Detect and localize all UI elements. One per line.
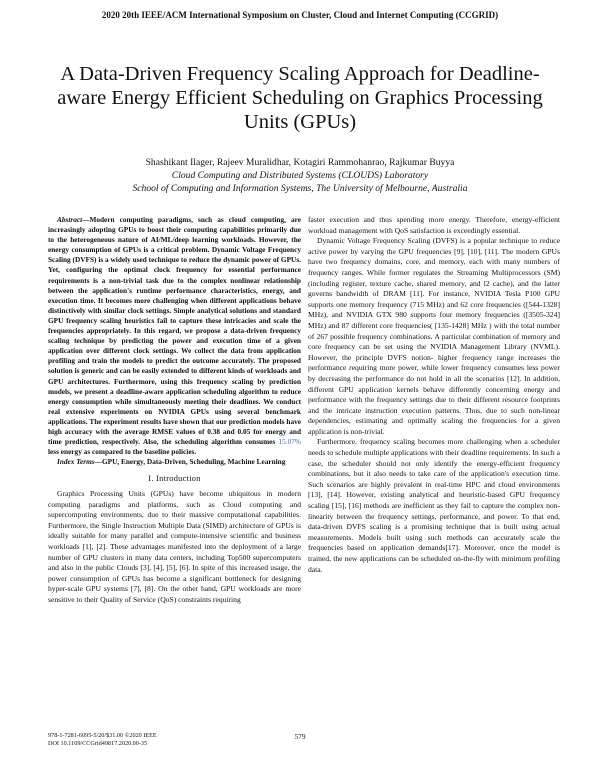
author-names: Shashikant Ilager, Rajeev Muralidhar, Kotagiri Rammohanrao, Rajkumar Buyya [145,157,455,168]
intro-paragraph-2: Dynamic Voltage Frequency Scaling (DVFS) is a popular technique to reduce active power by varying the GPU frequencies [9], [10], [11]. The modern GPUs have two frequency domains, core, and memory, each with many numbers of frequency ranges. While former regulates the Streaming Multiprocessors (SM) (including register, texture cache, shared memory, and l2 cache), and the latter governs bandwidth of DRAM [11]. For instance, NVIDIA Tesla P100 GPU supports one memory frequency (715 MHz) and 62 core frequencies ([544-1328] MHz), and NVIDIA GTX 980 supports four memory frequencies ([3505-324] MHz) and 87 different core frequencies( [135-1428] MHz ) with the total number of 267 possible frequency combinations. A particular combination of memory and core frequency can be set using the NVIDIA Management Library (NVML). However, the principle DVFS notion- higher frequency range increases the performance requiring more power, while lower frequency consumes less power by decreasing the performance do not hold in all the scenarios [12]. In addition, different GPU application kernels behave differently concerning energy and performance with the frequency settings due to their different resource footprints and the intricate instruction execution patterns. Thus, due to such non-linear dependencies, estimating and optimally scaling the frequencies for a given application is non-trivial. [308,236,560,436]
section-heading-introduction: I. Introduction [148,474,201,484]
footer-isbn: 978-1-7281-6095-5/20/$31.00 ©2020 IEEE [48,732,157,739]
index-terms [48,457,301,467]
abstract [48,215,301,457]
right-column [308,215,560,575]
conference-header: 2020 20th IEEE/ACM International Symposium on Cluster, Cloud and Internet Computing (CCGRID) [101,10,499,20]
abstract-text-before: —Modern computing paradigms, such as cloud computing, are increasingly adopting GPUs to boost their computing capabilities primarily due to the heterogeneous nature of AI/ML/deep learning workloads. However, the energy consumption of GPUs is a critical problem. Dynamic Voltage Frequency Scaling (DVFS) is a widely used technique to reduce the dynamic power of GPUs. Yet, configuring the optimal clock frequency for essential performance requirements is a non-trivial task due to the complex nonlinear relationship between the application's runtime performance characteristics, energy, and execution time. It becomes more challenging when different applications behave distinctively with similar clock settings. Simple analytical solutions and standard GPU frequency scaling heuristics fail to capture these intricacies and scale the frequencies appropriately. In this regard, we propose a data-driven frequency scaling technique by predicting the power and execution time of a given application over different clock settings. We collect the data from application profiling and train the models to predict the outcome accurately. The proposed solution is generic and can be easily extended to different kinds of workloads and GPU architectures. Furthermore, using this frequency scaling by prediction models, we present a deadline-aware application scheduling algorithm to reduce energy consumption while simultaneously meeting their deadlines. We conduct real extensive experiments on NVIDIA GPUs using several benchmark applications. The experiment results have shown that our prediction models have high accuracy with the average RMSE values of 0.38 and 0.05 for energy and time prediction, respectively. Also, the scheduling algorithm consumes [48,215,301,447]
intro-paragraph-continued: faster execution and thus spending more energy. Therefore, energy-efficient workload management with QoS satisfaction is exceedingly essential. [308,215,560,235]
author-lab: Cloud Computing and Distributed Systems (CLOUDS) Laboratory [171,170,429,181]
intro-paragraph-1: Graphics Processing Units (GPUs) have become ubiquitous in modern computing paradigms and platforms, such as Cloud computing and supercomputing environments, due to their massive computational capabilities. Furthermore, the Single Instruction Multiple Data (SIMD) architecture of GPUs is ideally suitable for many parallel and compute-intensive scientific and business workloads [1], [2]. These advantages manifested into the deployment of a large number of GPU clusters in many data centers, including Top500 supercomputers and also in the public Clouds [3], [4], [5], [6]. In spite of this increased usage, the power consumption of GPUs has become a significant bottleneck for designing hyper-scale GPU systems [7], [8]. On the other hand, GPU workloads are more sensitive to their Quality of Service (QoS) constraints requiring [48,488,301,604]
footer-doi: DOI 10.1109/CCGrid49817.2020.00-35 [48,740,148,747]
author-school: School of Computing and Information Systems, The University of Melbourne, Australia [132,183,468,194]
paper-title: A Data-Driven Frequency Scaling Approach for Deadline-aware Energy Efficient Scheduling on Graphics Processing Units (GPUs) [57,63,543,133]
abstract-text-after: less energy as compared to the baseline policies. [48,447,197,457]
left-column [48,215,301,605]
author-block [40,156,560,195]
index-terms-label: Index Terms [57,457,95,467]
intro-paragraph-3: Furthermore, frequency scaling becomes more challenging when a scheduler needs to schedule multiple applications with their deadline requirements. In such a case, the scheduler should not only identify the energy-efficient frequency combinations, but it also needs to take care of the application's execution time. Such scenarios are highly prevalent in real-time HPC and cloud environments [13], [14]. However, existing analytical and heuristic-based GPU frequency scaling [15], [16] methods are inefficient as they fail to capture the complex non-linearity between the frequency settings, performance, and power. To that end, data-driven DVFS scaling is a promising technique that is built using actual measurements. Models built using such methods can accurately scale the frequencies based on application demands[17]. Moreover, once the model is trained, the new applications can be scheduled on-the-fly with minimum profiling data. [308,437,560,574]
abstract-label: Abstract [57,215,83,224]
abstract-highlight: 15.07% [278,437,301,447]
index-terms-text: —GPU, Energy, Data-Driven, Scheduling, Machine Learning [94,457,286,467]
page-number: 579 [294,732,306,741]
